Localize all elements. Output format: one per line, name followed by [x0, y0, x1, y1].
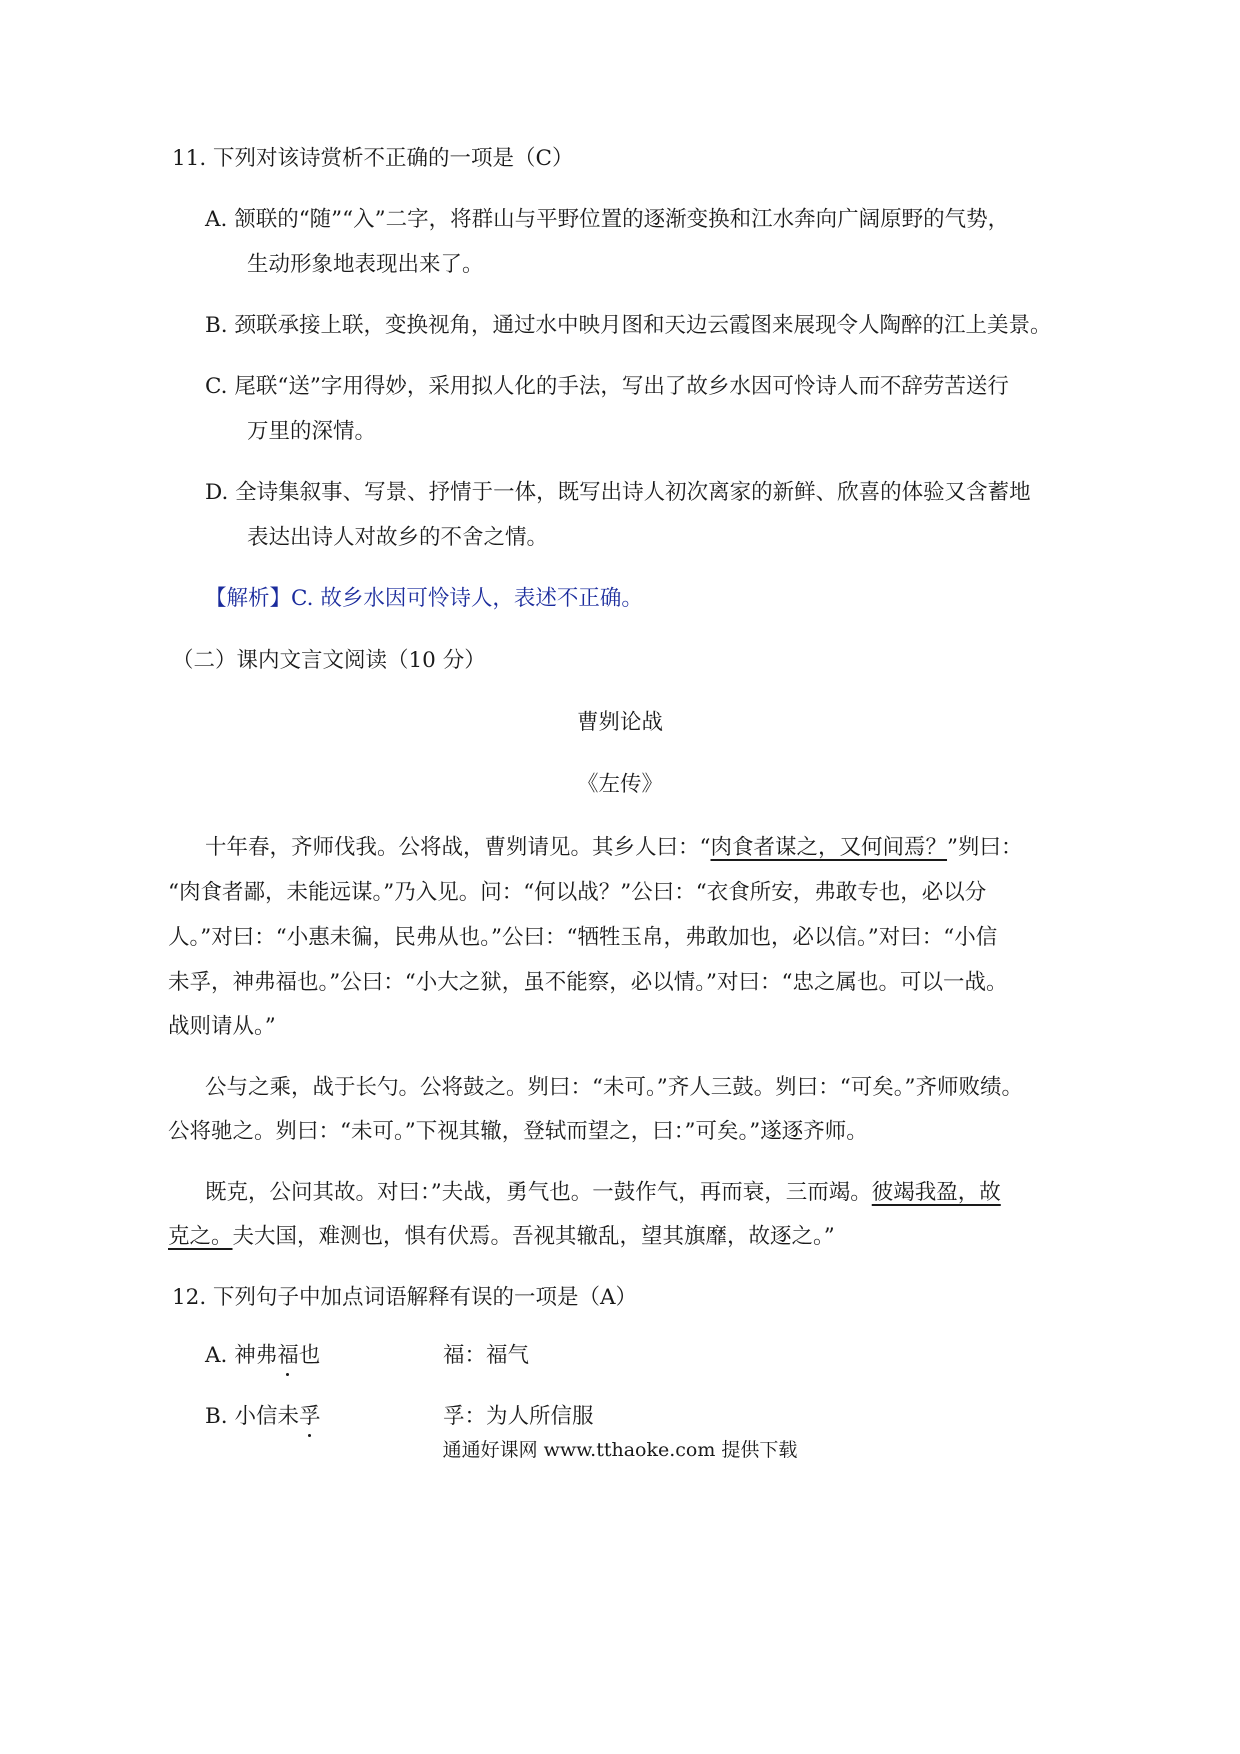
passage-title: 曹刿论战	[576, 710, 663, 735]
passage-p1-line2: “肉食者鄙，未能远谋。”乃入见。问：“何以战？”公曰：“衣食所安，弗敢专也，必以分	[168, 880, 987, 905]
q11-option-a-line1: A. 颔联的“随”“入”二字，将群山与平野位置的逐渐变换和江水奔向广阔原野的气势，	[205, 207, 1010, 232]
dotted-word: 福	[277, 1343, 299, 1368]
passage-p3-line1	[205, 1182, 1001, 1204]
section2-heading: （二）课内文言文阅读（10 分）	[172, 648, 486, 673]
passage-p3-line2	[168, 1226, 835, 1248]
passage-text: ”刿曰：	[947, 835, 1023, 860]
q12-option-b	[205, 1406, 320, 1428]
q12-option-a	[205, 1345, 320, 1367]
q12-option-a-explanation: 福：福气	[443, 1343, 530, 1368]
q11-option-c-line2: 万里的深情。	[247, 419, 377, 444]
passage-source: 《左传》	[576, 772, 663, 797]
passage-text: 既克，公问其故。对曰：”夫战，勇气也。一鼓作气，再而衰，三而竭。	[205, 1180, 872, 1205]
passage-text: 夫大国，难测也，惧有伏焉。吾视其辙乱，望其旗靡，故逐之。”	[232, 1224, 835, 1249]
q11-option-c-line1: C. 尾联“送”字用得妙，采用拟人化的手法，写出了故乡水因可怜诗人而不辞劳苦送行	[205, 374, 1009, 399]
passage-p1-line4: 未孚，神弗福也。”公曰：“小大之狱，虽不能察，必以情。”对曰：“忠之属也。可以一战。	[168, 970, 1008, 995]
q12-option-b-explanation: 孚：为人所信服	[443, 1404, 594, 1429]
passage-p1-line5: 战则请从。”	[168, 1014, 276, 1039]
passage-p2-line1: 公与之乘，战于长勺。公将鼓之。刿曰：“未可。”齐人三鼓。刿曰：“可矣。”齐师败绩。	[205, 1075, 1023, 1100]
underlined-sentence: 肉食者谋之，又何间焉？	[710, 835, 948, 860]
q11-option-d-line1: D. 全诗集叙事、写景、抒情于一体，既写出诗人初次离家的新鲜、欣喜的体验又含蓄地	[205, 480, 1031, 505]
q12-stem: 12. 下列句子中加点词语解释有误的一项是（A）	[172, 1285, 638, 1310]
option-text: B. 小信未	[205, 1404, 299, 1429]
footer-credit: 通通好课网 www.tthaoke.com 提供下载	[442, 1439, 798, 1461]
passage-p1-line1	[205, 837, 1023, 859]
q11-analysis: 【解析】C. 故乡水因可怜诗人，表述不正确。	[205, 586, 643, 611]
option-text: A. 神弗	[205, 1343, 278, 1368]
option-text: 也	[298, 1343, 321, 1368]
q11-stem: 11. 下列对该诗赏析不正确的一项是（C）	[172, 146, 574, 171]
underlined-sentence: 彼竭我盈，故	[871, 1180, 1001, 1205]
passage-text: 十年春，齐师伐我。公将战，曹刿请见。其乡人曰：“	[205, 835, 711, 860]
passage-p2-line2: 公将驰之。刿曰：“未可。”下视其辙，登轼而望之，曰：”可矣。”遂逐齐师。	[168, 1119, 868, 1144]
dotted-word: 孚	[298, 1404, 321, 1429]
underlined-sentence: 克之。	[168, 1224, 233, 1249]
q11-option-a-line2: 生动形象地表现出来了。	[247, 252, 484, 277]
q11-option-b: B. 颈联承接上联，变换视角，通过水中映月图和天边云霞图来展现令人陶醉的江上美景。	[205, 313, 1052, 338]
passage-p1-line3: 人。”对曰：“小惠未徧，民弗从也。”公曰：“牺牲玉帛，弗敢加也，必以信。”对曰：“小信	[168, 925, 998, 950]
q11-option-d-line2: 表达出诗人对故乡的不舍之情。	[247, 525, 549, 550]
